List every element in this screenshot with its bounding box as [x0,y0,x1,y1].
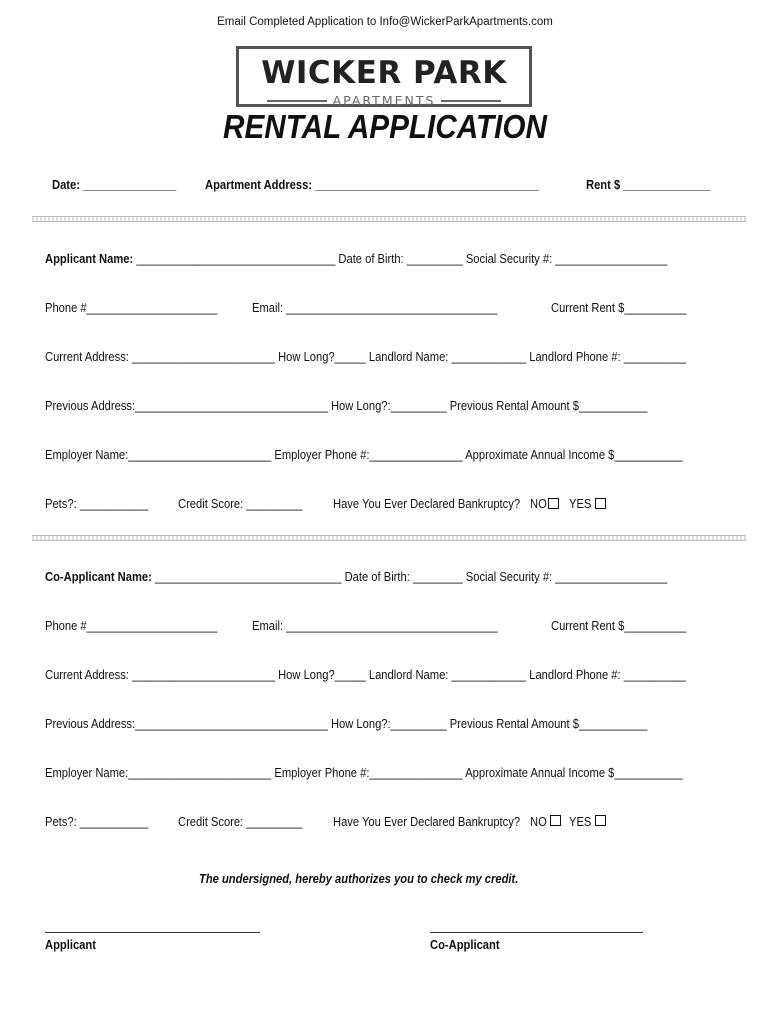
applicant-name-line: ________________________________ Date of Birth: _________ Social Security #: __________________ [133,251,668,266]
applicant-credit-score-label: Credit Score: _________ [178,496,303,511]
applicant-yes-label: YES [569,496,592,511]
co-applicant-bankruptcy-label: Have You Ever Declared Bankruptcy? [333,814,521,829]
co-applicant-employer-label: Employer Name:_______________________ Employer Phone #:_______________ Approximate Annual Income $___________ [45,765,683,780]
applicant-pets-label: Pets?: ___________ [45,496,149,511]
applicant-signature-text: Applicant [45,937,96,952]
apartment-address-field[interactable] [205,176,593,194]
section-divider [32,535,746,541]
co-applicant-yes-label: YES [569,814,592,829]
co-applicant-yes-checkbox[interactable] [595,815,606,826]
co-applicant-bankruptcy-question [333,813,551,831]
section-divider [32,216,746,222]
applicant-current-rent-field[interactable] [551,299,709,317]
applicant-current-address-label: Current Address: _______________________ How Long?_____ Landlord Name: ____________ Landlord Phone #: __________ [45,349,686,364]
applicant-bankruptcy-question [333,495,551,513]
co-applicant-current-rent-label: Current Rent $__________ [551,618,687,633]
applicant-pets-field[interactable] [45,495,165,513]
apartment-address-label: Apartment Address: ____________________________________ [205,177,540,192]
logo-main-text: WICKER PARK [261,55,507,91]
applicant-email-field[interactable] [252,299,538,317]
date-field[interactable] [52,176,197,194]
co-applicant-signature-text: Co-Applicant [430,937,500,952]
co-applicant-previous-address-label: Previous Address:_______________________________ How Long?:_________ Previous Rental Amount $___________ [45,716,648,731]
wicker-park-logo [236,46,532,107]
co-applicant-name-label: Co-Applicant Name: [45,569,152,584]
email-instruction: Email Completed Application to Info@WickerParkApartments.com [217,16,553,28]
credit-authorization-text: The undersigned, hereby authorizes you to check my credit. [199,871,519,886]
logo-sub-text: APARTMENTS [332,93,436,108]
applicant-yes-checkbox[interactable] [595,498,606,509]
co-applicant-email-field[interactable] [252,617,538,635]
co-applicant-name-line: ______________________________ Date of Birth: ________ Social Security #: __________________ [151,569,668,584]
co-applicant-pets-label: Pets?: ___________ [45,814,149,829]
applicant-current-rent-label: Current Rent $__________ [551,300,687,315]
co-applicant-employer-row[interactable] [45,764,770,782]
co-applicant-no-label: NO [530,814,547,829]
co-applicant-bankruptcy-yes[interactable] [569,813,595,831]
applicant-phone-label: Phone #_____________________ [45,300,218,315]
applicant-credit-score-field[interactable] [178,495,323,513]
applicant-phone-field[interactable] [45,299,245,317]
co-applicant-pets-field[interactable] [45,813,165,831]
applicant-bankruptcy-no[interactable] [530,495,550,513]
credit-authorization [0,870,770,888]
applicant-bankruptcy-yes[interactable] [569,495,595,513]
co-applicant-name-row[interactable] [45,568,768,586]
rent-field-label: Rent $ ______________ [586,177,711,192]
co-applicant-credit-score-field[interactable] [178,813,323,831]
page-title-text: RENTAL APPLICATION [223,108,547,145]
applicant-no-label: NO [530,496,547,511]
co-applicant-signature-line[interactable] [430,932,643,933]
applicant-previous-address-label: Previous Address:_______________________________ How Long?:_________ Previous Rental Amount $___________ [45,398,648,413]
co-applicant-credit-score-label: Credit Score: _________ [178,814,303,829]
applicant-signature-label [45,936,104,954]
rent-field[interactable] [586,176,731,194]
co-applicant-phone-label: Phone #_____________________ [45,618,218,633]
date-field-label: Date: _______________ [52,177,177,192]
applicant-employer-row[interactable] [45,446,770,464]
applicant-no-checkbox[interactable] [548,498,559,509]
co-applicant-bankruptcy-no[interactable] [530,813,550,831]
applicant-email-label: Email: __________________________________ [252,300,498,315]
applicant-bankruptcy-label: Have You Ever Declared Bankruptcy? [333,496,521,511]
co-applicant-signature-label [430,936,511,954]
applicant-signature-line[interactable] [45,932,260,933]
page-title [0,108,770,146]
co-applicant-current-rent-field[interactable] [551,617,709,635]
co-applicant-previous-address-row[interactable] [45,715,745,733]
co-applicant-current-address-row[interactable] [45,666,770,684]
co-applicant-current-address-label: Current Address: _______________________ How Long?_____ Landlord Name: ____________ Landlord Phone #: __________ [45,667,686,682]
applicant-employer-label: Employer Name:_______________________ Employer Phone #:_______________ Approximate Annual Income $___________ [45,447,683,462]
applicant-previous-address-row[interactable] [45,397,745,415]
co-applicant-phone-field[interactable] [45,617,245,635]
applicant-name-label: Applicant Name: [45,251,134,266]
applicant-name-row[interactable] [45,250,769,268]
applicant-current-address-row[interactable] [45,348,770,366]
co-applicant-no-checkbox[interactable] [550,815,561,826]
co-applicant-email-label: Email: __________________________________ [252,618,498,633]
